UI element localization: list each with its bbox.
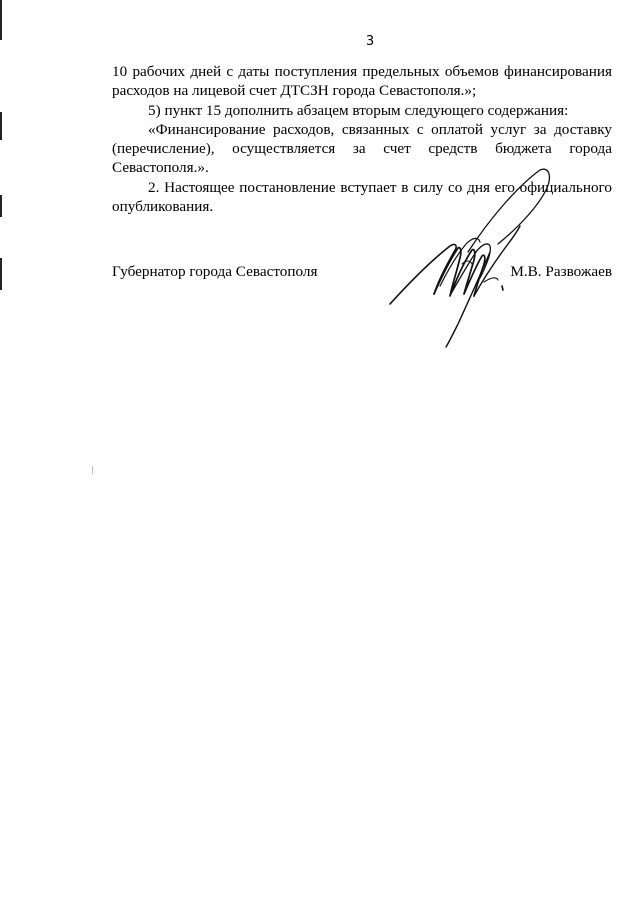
scan-edge-mark: [0, 258, 2, 290]
handwritten-signature: [380, 166, 560, 348]
text-line: опубликования.: [112, 198, 214, 216]
signatory-title: Губернатор города Севастополя: [112, 263, 318, 280]
paragraph-2: [112, 101, 612, 120]
scan-speck: [92, 466, 93, 474]
signatory-name: М.В. Развожаев: [510, 263, 612, 280]
scan-edge-mark: [0, 195, 2, 217]
text-line: расходов на лицевой счет ДТСЗН города Севастополя.»;: [112, 82, 477, 100]
text-line: 10 рабочих дней с даты поступления предельных объемов финансирования: [112, 63, 612, 80]
text-line: Севастополя.».: [112, 159, 209, 177]
text-line: 5) пункт 15 дополнить абзацем вторым следующего содержания:: [148, 101, 569, 119]
text-line: 2. Настоящее постановление вступает в силу со дня его официального: [148, 178, 612, 196]
scan-edge-mark: [0, 112, 2, 140]
text-line: (перечисление), осуществляется за счет средств бюджета города: [112, 140, 612, 158]
paragraph-1: [112, 62, 612, 101]
page-number: 3: [365, 34, 375, 49]
text-line: «Финансирование расходов, связанных с оплатой услуг за доставку: [148, 120, 612, 138]
